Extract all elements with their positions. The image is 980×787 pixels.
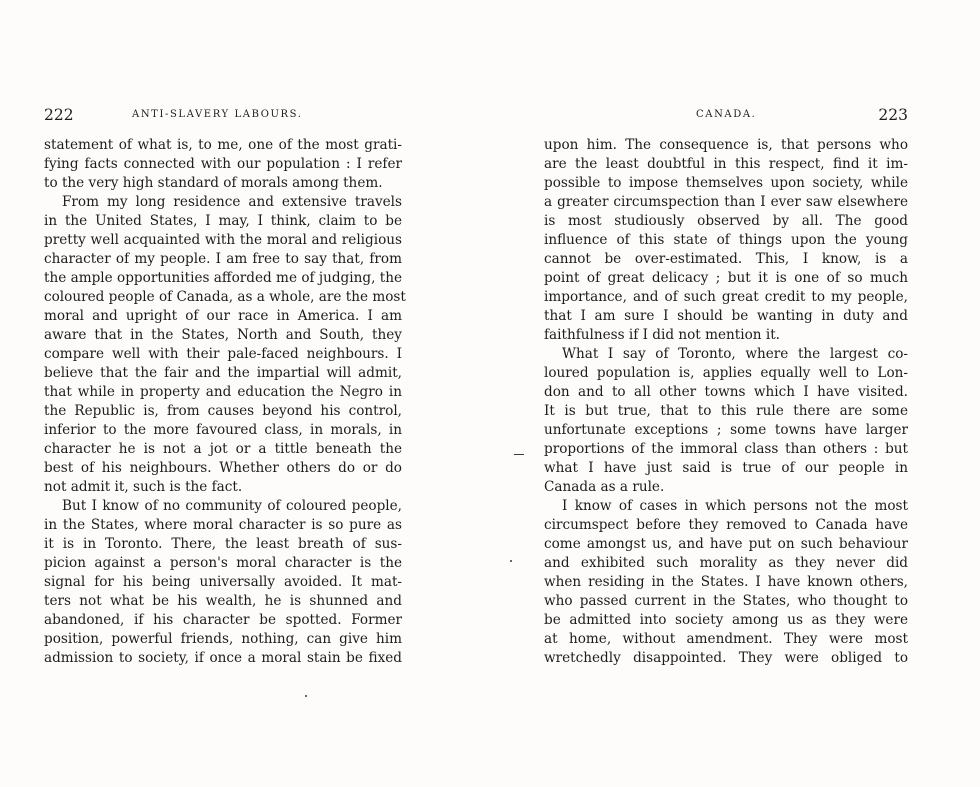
text-line: fying facts connected with our population : I refer <box>44 156 402 172</box>
text-line: at home, without amendment. They were most <box>544 631 908 647</box>
speck-mark <box>510 560 512 562</box>
text-line: influence of this state of things upon the young <box>544 232 908 248</box>
text-line: the Republic is, from causes beyond his control, <box>44 403 402 419</box>
text-line: signal for his being universally avoided. It mat- <box>44 574 402 590</box>
text-line: picion against a person's moral character is the <box>44 555 402 571</box>
text-line: best of his neighbours. Whether others do or do <box>44 460 402 476</box>
page-number: 223 <box>878 106 908 124</box>
text-line: a greater circumspection than I ever saw elsewhere <box>544 194 908 210</box>
text-line: character he is not a jot or a tittle beneath the <box>44 441 402 457</box>
text-line: loured population is, applies equally well to Lon- <box>544 365 908 381</box>
text-line: proportions of the immoral class than others : but <box>544 441 908 457</box>
text-line: I know of cases in which persons not the most <box>562 498 908 514</box>
text-line: ters not what be his wealth, he is shunned and <box>44 593 402 609</box>
text-line: don and to all other towns which I have visited. <box>544 384 908 400</box>
text-line: Canada as a rule. <box>544 479 665 495</box>
text-line: to the very high standard of morals among them. <box>44 175 383 191</box>
text-line: it is in Toronto. There, the least breath of sus- <box>44 536 402 552</box>
text-line: wretchedly disappointed. They were obliged to <box>544 650 908 666</box>
text-line: cannot be over-estimated. This, I know, is a <box>544 251 908 267</box>
page-number: 222 <box>44 106 74 124</box>
text-line: position, powerful friends, nothing, can give him <box>44 631 402 647</box>
text-line: believe that the fair and the impartial will admit, <box>44 365 402 381</box>
text-line: What I say of Toronto, where the largest co- <box>562 346 908 362</box>
text-line: statement of what is, to me, one of the most grati- <box>44 137 402 153</box>
text-line: possible to impose themselves upon society, while <box>544 175 908 191</box>
text-line: unfortunate exceptions ; some towns have larger <box>544 422 908 438</box>
right-page-text <box>544 136 908 668</box>
text-line: come amongst us, and have put on such behaviour <box>544 536 908 552</box>
text-line: circumspect before they removed to Canada have <box>544 517 908 533</box>
text-line: when residing in the States. I have known others, <box>544 574 908 590</box>
speck-mark <box>305 695 307 697</box>
right-page <box>544 106 908 666</box>
text-line: and exhibited such morality as they never did <box>544 555 908 571</box>
text-line: be admitted into society among us as they were <box>544 612 908 628</box>
text-line: But I know of no community of coloured people, <box>62 498 402 514</box>
text-line: the ample opportunities afforded me of judging, the <box>44 270 402 286</box>
text-line: point of great delicacy ; but it is one of so much <box>544 270 908 286</box>
text-line: moral and upright of our race in America. I am <box>44 308 402 324</box>
text-line: faithfulness if I did not mention it. <box>544 327 780 343</box>
left-page-header <box>44 106 402 128</box>
right-page-header <box>544 106 908 128</box>
text-line: It is but true, that to this rule there are some <box>544 403 908 419</box>
left-page-text <box>44 136 406 668</box>
text-line: what I have just said is true of our people in <box>544 460 908 476</box>
text-line: pretty well acquainted with the moral and religious <box>44 232 402 248</box>
text-line: admission to society, if once a moral stain be fixed <box>44 650 402 666</box>
text-line: inferior to the more favoured class, in morals, in <box>44 422 402 438</box>
running-title: CANADA. <box>696 109 757 120</box>
text-line: importance, and of such great credit to my people, <box>544 289 908 305</box>
running-title: ANTI-SLAVERY LABOURS. <box>132 109 303 120</box>
text-line: who passed current in the States, who thought to <box>544 593 908 609</box>
text-line: aware that in the States, North and South, they <box>44 327 402 343</box>
text-line: in the States, where moral character is so pure as <box>44 517 402 533</box>
text-line: not admit it, such is the fact. <box>44 479 243 495</box>
margin-dash-mark <box>514 454 524 455</box>
text-line: in the United States, I may, I think, claim to be <box>44 213 402 229</box>
left-page <box>44 106 406 666</box>
text-line: abandoned, if his character be spotted. Former <box>44 612 402 628</box>
text-line: coloured people of Canada, as a whole, are the most <box>44 289 406 305</box>
text-line: are the least doubtful in this respect, find it im- <box>544 156 908 172</box>
text-line: that while in property and education the Negro in <box>44 384 402 400</box>
text-line: character of my people. I am free to say that, from <box>44 251 402 267</box>
text-line: that I am sure I should be wanting in duty and <box>544 308 908 324</box>
text-line: From my long residence and extensive travels <box>62 194 402 210</box>
text-line: is most studiously observed by all. The good <box>544 213 908 229</box>
text-line: compare well with their pale-faced neighbours. I <box>44 346 402 362</box>
text-line: upon him. The consequence is, that persons who <box>544 137 908 153</box>
